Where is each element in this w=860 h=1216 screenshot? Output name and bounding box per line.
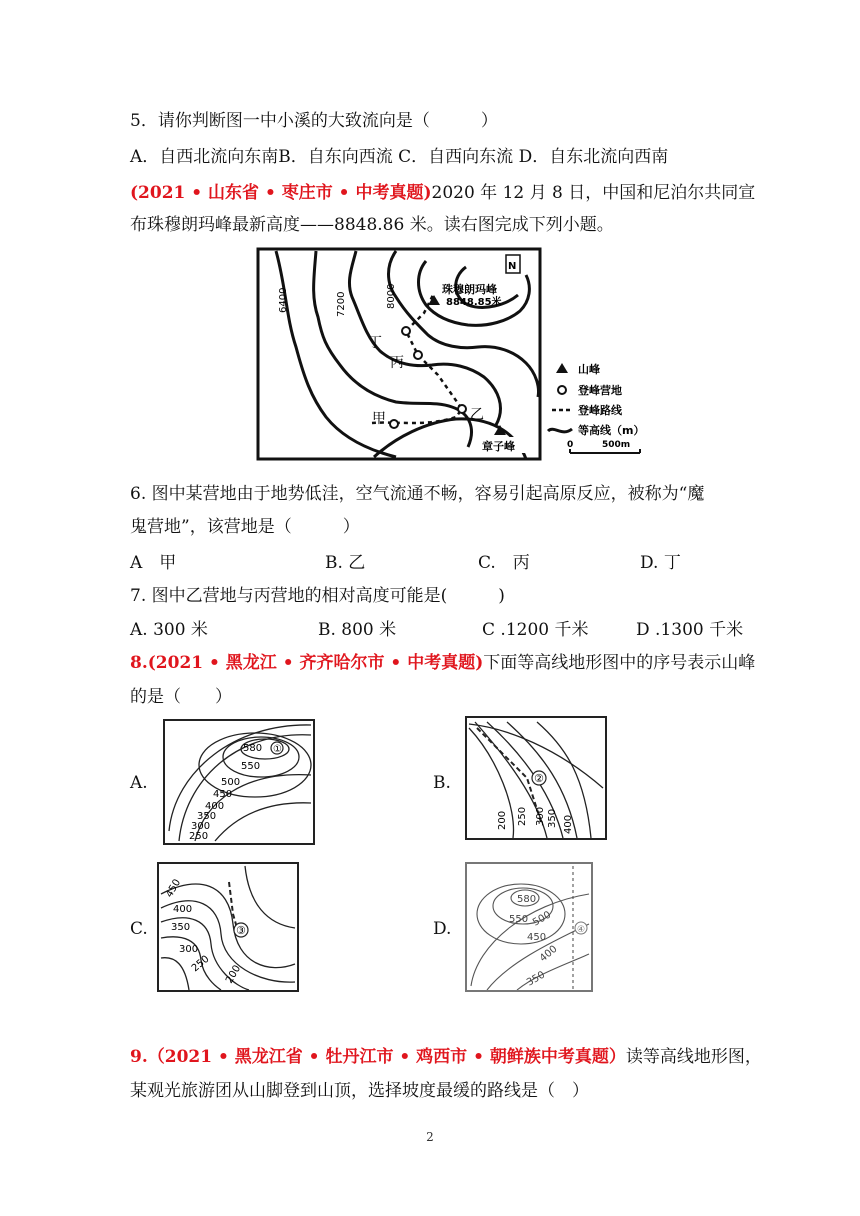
q8-stem-line1 (130, 652, 755, 674)
q7-option-a: A. 300 米 (130, 620, 208, 640)
q8-figure-b (465, 716, 607, 840)
fig-d-contour-500: 500 (531, 909, 554, 929)
q8-number: 8. (130, 653, 148, 673)
fig-c-contour-300: 300 (179, 944, 199, 955)
q5-options: A．自西北流向东南B．自东向西流 C．自西向东流 D．自东北流向西南 (130, 147, 669, 167)
q8-source: (2021 • 黑龙江 • 齐齐哈尔市 • 中考真题) (147, 653, 484, 673)
fig-d-contour-450: 450 (527, 932, 547, 943)
fig-c-contour-250: 250 (189, 953, 212, 975)
contour-label-6400: 6400 (278, 287, 289, 313)
source-tag: (2021 • 山东省 • 枣庄市 • 中考真题) (130, 183, 432, 203)
peak-name: 珠穆朗玛峰 (442, 283, 497, 296)
fig-a-contour-400: 400 (205, 801, 225, 812)
q7-option-c: C .1200 千米 (482, 620, 589, 640)
everest-contour-map (256, 247, 688, 465)
fig-a-contour-250: 250 (189, 831, 209, 842)
fig-a-marker: ① (273, 744, 282, 755)
fig-b-contour-200: 200 (497, 810, 508, 830)
q7-option-d: D .1300 千米 (636, 620, 744, 640)
q6-stem-line2: 鬼营地”，该营地是（ ） (130, 517, 360, 537)
camp-ding-icon (402, 327, 410, 335)
legend-contour: 等高线（m） (578, 424, 645, 437)
q7-option-b: B. 800 米 (318, 620, 397, 640)
everest-intro-line2: 布珠穆朗玛峰最新高度——8848.86 米。读右图完成下列小题。 (130, 215, 614, 235)
fig-b-contour-350: 350 (547, 808, 558, 828)
fig-c-contour-400: 400 (173, 904, 193, 915)
contour-label-7200: 7200 (336, 291, 347, 317)
q6-option-c: C. 丙 (478, 553, 530, 573)
fig-c-contour-200: 200 (224, 963, 244, 986)
camp-yi-label: 乙 (470, 407, 484, 423)
scale-500: 500m (602, 440, 631, 450)
q8-stem-line2: 的是（ ） (130, 687, 232, 707)
legend-camp: 登峰营地 (578, 384, 622, 397)
small-peak-label: 章子峰 (482, 440, 515, 453)
legend-contour-icon (548, 429, 572, 432)
fig-a-contour-580: 580 (243, 743, 263, 754)
q8-figure-a (163, 719, 315, 845)
q9-number: 9. (130, 1047, 148, 1067)
fig-a-contour-450: 450 (213, 789, 233, 800)
fig-a-contour-300: 300 (191, 821, 211, 832)
q5-stem: 5．请你判断图一中小溪的大致流向是（ ） (130, 111, 498, 131)
fig-a-contour-350: 350 (197, 811, 217, 822)
fig-b-contour-250: 250 (517, 806, 528, 826)
q6-stem-line1: 6. 图中某营地由于地势低洼，空气流通不畅，容易引起高原反应，被称为“魔 (130, 484, 705, 504)
q9-text: 读等高线地形图， (625, 1047, 762, 1067)
fig-d-contour-350: 350 (525, 969, 548, 989)
q8-fig-d-label: D. (433, 919, 452, 939)
legend-peak-icon (556, 363, 568, 373)
fig-b-marker: ② (534, 772, 544, 785)
legend-camp-icon (558, 386, 566, 394)
fig-d-contour-550: 550 (509, 914, 529, 925)
q8-fig-b-label: B. (433, 773, 451, 793)
contour-label-8000: 8000 (386, 283, 397, 309)
fig-a-contour-500: 500 (221, 777, 241, 788)
north-icon: N (508, 261, 517, 272)
q6-option-d: D. 丁 (640, 553, 681, 573)
peak-height: 8848.85米 (446, 297, 502, 308)
fig-c-marker: ③ (236, 924, 246, 937)
fig-a-contour-550: 550 (241, 761, 261, 772)
legend-peak: 山峰 (578, 363, 600, 376)
fig-b-contour-400: 400 (563, 814, 574, 834)
fig-c-contour-350: 350 (171, 922, 191, 933)
camp-jia-icon (390, 420, 398, 428)
fig-d-contour-400: 400 (537, 943, 560, 965)
camp-bing-icon (414, 351, 422, 359)
q9-stem-line1 (130, 1046, 762, 1068)
q7-stem: 7. 图中乙营地与丙营地的相对高度可能是( ) (130, 586, 505, 606)
camp-jia-label: 甲 (372, 411, 386, 427)
q8-fig-a-label: A. (130, 773, 148, 793)
legend-route: 登峰路线 (578, 404, 622, 417)
page-number: 2 (426, 1130, 434, 1144)
camp-yi-icon (458, 405, 466, 413)
fig-d-contour-580: 580 (517, 894, 537, 905)
everest-intro-line1 (130, 182, 755, 204)
q9-stem-line2: 某观光旅游团从山脚登到山顶，选择坡度最缓的路线是（ ） (130, 1081, 589, 1101)
q8-figure-c (157, 862, 299, 992)
q9-source: （2021 • 黑龙江省 • 牡丹江市 • 鸡西市 • 朝鲜族中考真题） (147, 1047, 626, 1067)
q6-option-b: B. 乙 (325, 553, 366, 573)
camp-ding-label: 丁 (368, 335, 382, 351)
fig-c-contour-450: 450 (164, 877, 184, 900)
q8-text: 下面等高线地形图中的序号表示山峰 (483, 653, 756, 673)
fig-b-contour-300: 300 (535, 806, 546, 826)
q6-option-a: A 甲 (130, 553, 177, 573)
camp-bing-label: 丙 (390, 355, 404, 371)
fig-d-marker: ④ (577, 925, 586, 935)
q8-figure-d (465, 862, 593, 992)
q8-fig-c-label: C. (130, 919, 148, 939)
intro-text: 2020 年 12 月 8 日，中国和尼泊尔共同宣 (431, 183, 756, 203)
scale-zero: 0 (567, 440, 574, 450)
